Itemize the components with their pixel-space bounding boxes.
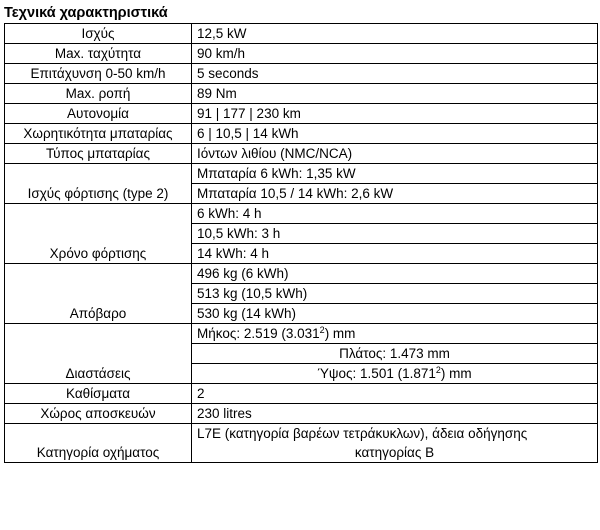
- table-row: [5, 424, 598, 463]
- row-value-vehicle-category: [192, 424, 598, 463]
- row-value-dimensions-width: Πλάτος: 1.473 mm: [192, 344, 598, 364]
- spec-title: Τεχνικά χαρακτηριστικά: [4, 5, 168, 21]
- row-value-charging-power-2: Μπαταρία 10,5 / 14 kWh: 2,6 kW: [192, 184, 598, 204]
- row-value-charging-power-1: Μπαταρία 6 kWh: 1,35 kW: [192, 164, 598, 184]
- row-label-battery-capacity: Χωρητικότητα μπαταρίας: [5, 124, 192, 144]
- row-value-curb-weight-3: 530 kg (14 kWh): [192, 304, 598, 324]
- table-row: [5, 104, 598, 124]
- table-row: [5, 384, 598, 404]
- row-value-acceleration: 5 seconds: [192, 64, 598, 84]
- row-label-max-speed: Max. ταχύτητα: [5, 44, 192, 64]
- row-label-battery-type: Τύπος μπαταρίας: [5, 144, 192, 164]
- row-label-dimensions: Διαστάσεις: [5, 324, 192, 384]
- row-value-curb-weight-2: 513 kg (10,5 kWh): [192, 284, 598, 304]
- row-label-max-torque: Max. ροπή: [5, 84, 192, 104]
- row-value-seats: 2: [192, 384, 598, 404]
- row-label-charging-power: Ισχύς φόρτισης (type 2): [5, 164, 192, 204]
- row-label-power: Ισχύς: [5, 24, 192, 44]
- height-text: Ύψος: 1.501 (1.871: [317, 366, 436, 381]
- table-row: [5, 264, 598, 284]
- vehicle-category-line-2: κατηγορίας B: [354, 445, 435, 460]
- row-label-vehicle-category: Κατηγορία οχήματος: [5, 424, 192, 463]
- row-value-max-torque: 89 Nm: [192, 84, 598, 104]
- table-row: [5, 164, 598, 184]
- row-value-max-speed: 90 km/h: [192, 44, 598, 64]
- row-label-curb-weight: Απόβαρο: [5, 264, 192, 324]
- row-value-battery-capacity: 6 | 10,5 | 14 kWh: [192, 124, 598, 144]
- row-value-charging-time-2: 10,5 kWh: 3 h: [192, 224, 598, 244]
- row-value-power: 12,5 kW: [192, 24, 598, 44]
- row-value-range: 91 | 177 | 230 km: [192, 104, 598, 124]
- table-row: [5, 84, 598, 104]
- table-row: [5, 204, 598, 224]
- spec-table: [4, 23, 598, 463]
- row-label-acceleration: Επιτάχυνση 0-50 km/h: [5, 64, 192, 84]
- row-value-luggage: 230 litres: [192, 404, 598, 424]
- height-footnote-mark: 2: [435, 365, 441, 375]
- table-row: [5, 144, 598, 164]
- row-value-dimensions-height: [192, 364, 598, 384]
- row-label-luggage: Χώρος αποσκευών: [5, 404, 192, 424]
- table-row: [5, 124, 598, 144]
- length-unit: ) mm: [324, 326, 356, 341]
- row-value-charging-time-1: 6 kWh: 4 h: [192, 204, 598, 224]
- height-unit: ) mm: [440, 366, 472, 381]
- table-row: [5, 44, 598, 64]
- row-label-charging-time: Χρόνο φόρτισης: [5, 204, 192, 264]
- table-row: [5, 404, 598, 424]
- length-text: Μήκος: 2.519 (3.031: [197, 326, 320, 341]
- table-row: [5, 324, 598, 344]
- row-label-seats: Καθίσματα: [5, 384, 192, 404]
- row-value-curb-weight-1: 496 kg (6 kWh): [192, 264, 598, 284]
- length-footnote-mark: 2: [319, 325, 325, 335]
- row-label-range: Αυτονομία: [5, 104, 192, 124]
- table-row: [5, 24, 598, 44]
- table-row: [5, 64, 598, 84]
- row-value-charging-time-3: 14 kWh: 4 h: [192, 244, 598, 264]
- vehicle-category-line-1: L7E (κατηγορία βαρέων τετράκυκλων), άδεια οδήγησης: [197, 426, 528, 441]
- row-value-dimensions-length: [192, 324, 598, 344]
- row-value-battery-type: Ιόντων λιθίου (NMC/NCA): [192, 144, 598, 164]
